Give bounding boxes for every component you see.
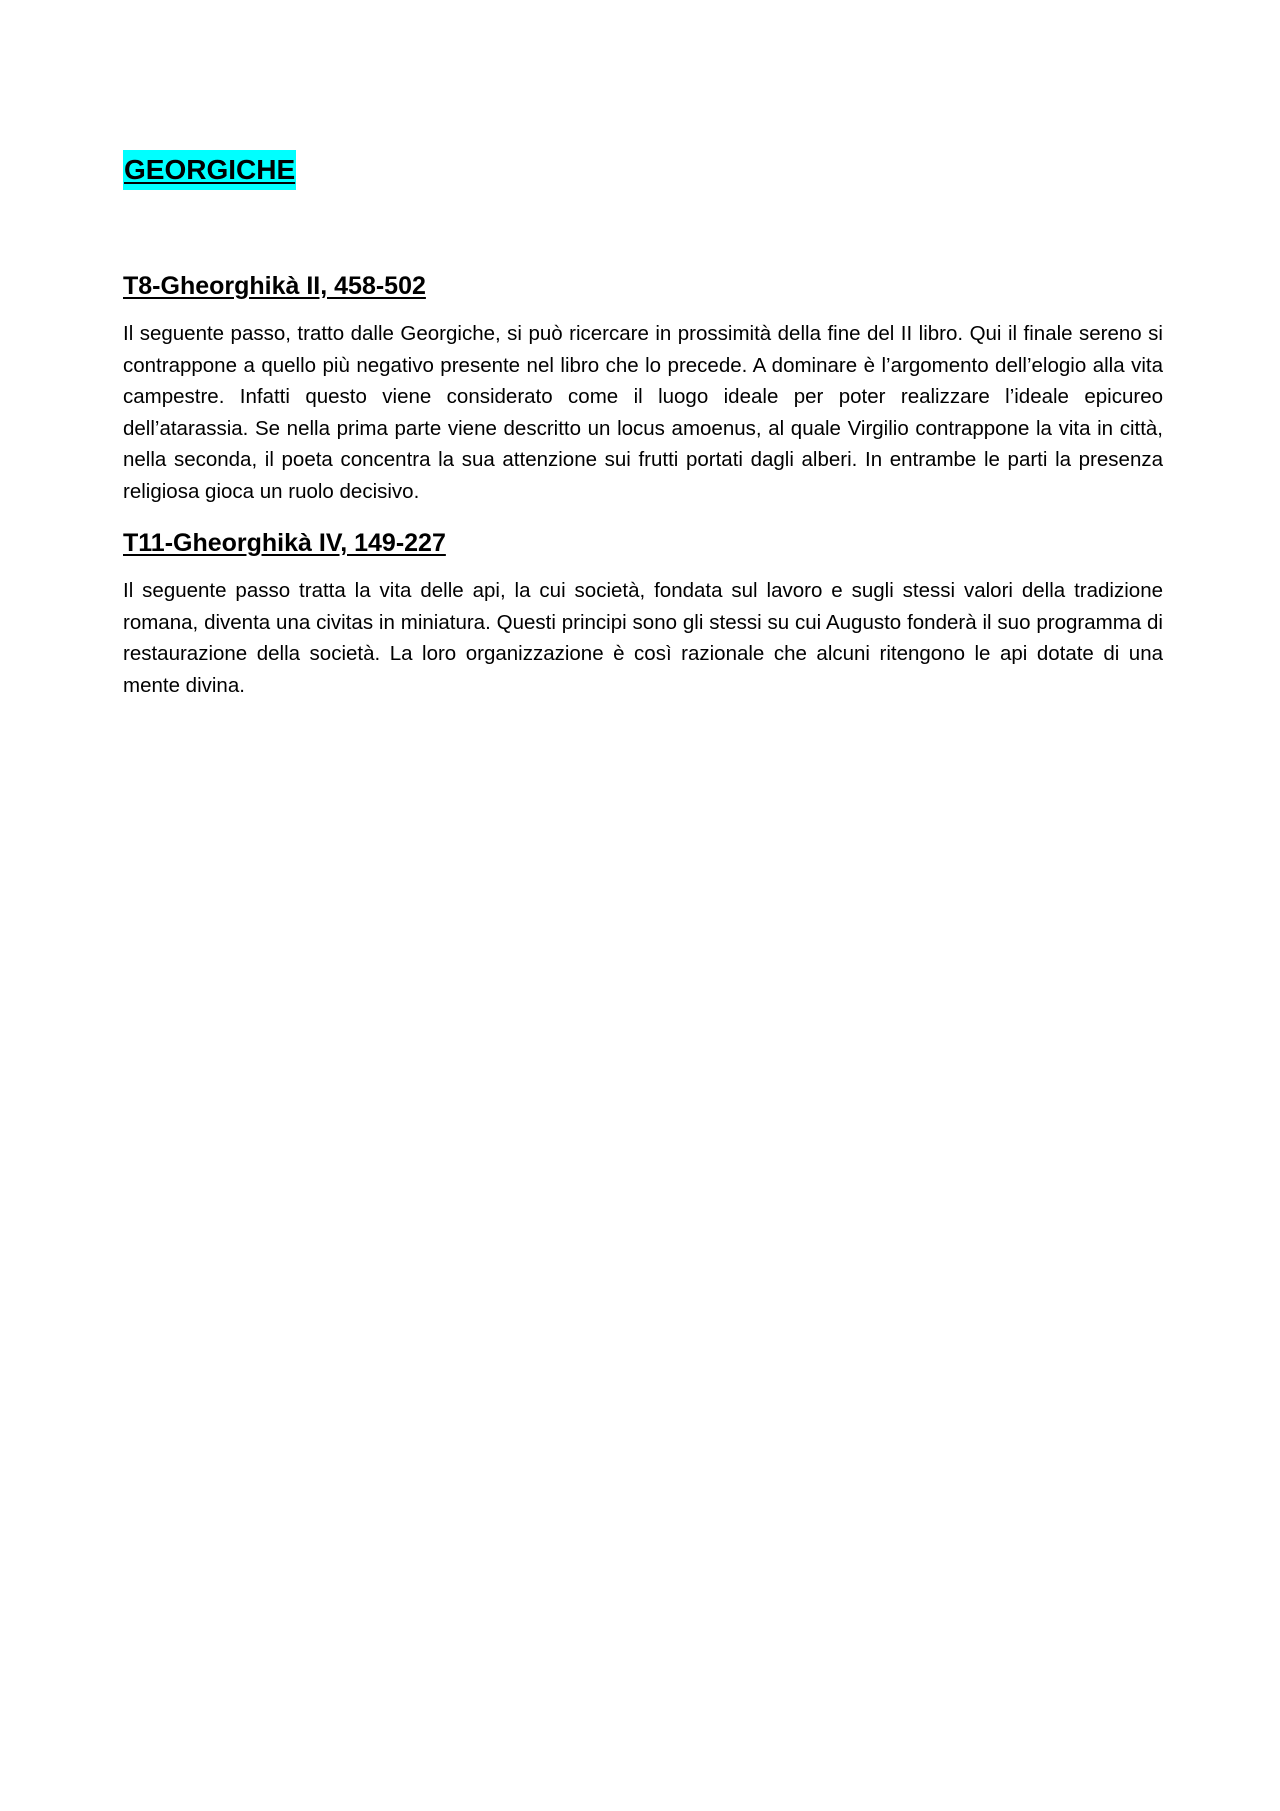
document-page	[123, 150, 1163, 701]
section-heading-t8: T8-Gheorghikà II, 458-502	[123, 272, 426, 300]
section-paragraph-t11: Il seguente passo tratta la vita delle api, la cui società, fondata sul lavoro e sugli stessi valori della tradizione romana, diventa una civitas in miniatura. Questi principi sono gli stessi su cui Augusto fonderà il suo programma di restaurazione della società. La loro organizzazione è così razionale che alcuni ritengono le api dotate di una mente divina.	[123, 579, 1163, 697]
section-heading-t11: T11-Gheorghikà IV, 149-227	[123, 529, 446, 557]
section-paragraph-t8: Il seguente passo, tratto dalle Georgiche, si può ricercare in prossimità della fine del II libro. Qui il finale sereno si contrappone a quello più negativo presente nel libro che lo precede. A dominare è l’argomento dell’elogio alla vita campestre. Infatti questo viene considerato come il luogo ideale per poter realizzare l’ideale epicureo dell’atarassia. Se nella prima parte viene descritto un locus amoenus, al quale Virgilio contrappone la vita in città, nella seconda, il poeta concentra la sua attenzione sui frutti portati dagli alberi. In entrambe le parti la presenza religiosa gioca un ruolo decisivo.	[123, 322, 1163, 503]
document-title: GEORGICHE	[123, 150, 296, 190]
